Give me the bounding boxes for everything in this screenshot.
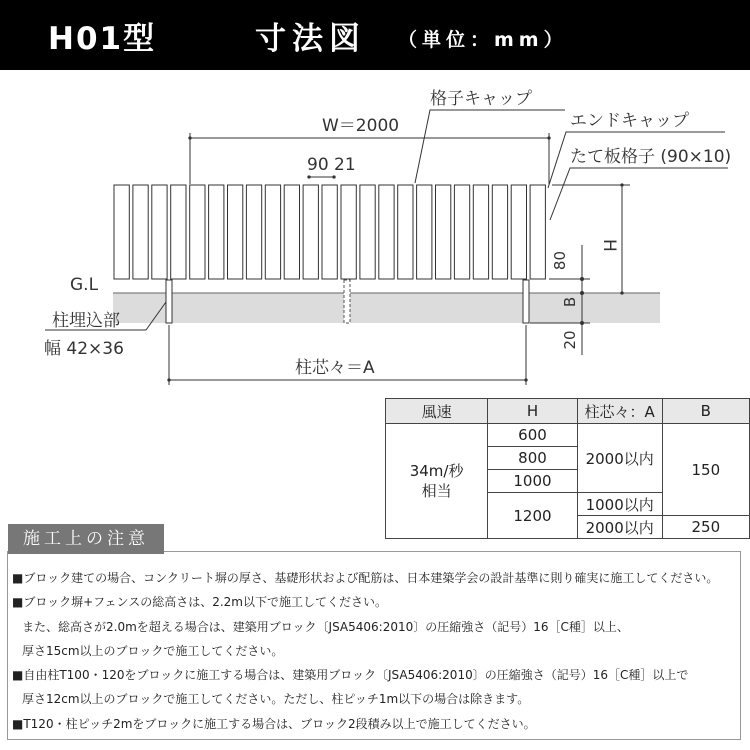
fence-slat [436,185,451,279]
b-cell: 150 [662,424,749,516]
notes-header: 施工上の注意 [8,524,164,554]
note-line: 厚さ15cm以上のブロックで施工してください。 [22,643,284,658]
b-cell: 250 [662,516,749,539]
fence-slat [190,185,205,279]
model-name: H01型 [48,21,157,57]
post-center-dashed [344,280,350,323]
width-label: W＝2000 [322,116,400,136]
a-cell: 2000以内 [577,424,662,493]
fence-slat [303,185,318,279]
buried-width-label: 幅 42×36 [44,339,124,359]
slat-dims-label: 90 21 [307,155,356,175]
fence-slat [246,185,261,279]
header-h: H [488,399,578,424]
fence-dimension-diagram [0,70,750,400]
fence-slat [492,185,507,279]
fence-slats [114,185,545,279]
fence-slat [114,185,129,279]
post-left [166,280,172,323]
ground-line-label: G.L [70,275,99,295]
fence-slat [341,185,356,279]
fence-slat [473,185,488,279]
page-title: 寸法図 [255,21,366,57]
below-label: 20 [561,330,579,350]
fence-slat [417,185,432,279]
note-line: ■自由柱T100・120をブロックに施工する場合は、建築用ブロック〔JSA5406:2010〕の圧縮強さ（記号）16［C種］以上で [12,668,689,683]
end-cap-label: エンドキャップ [570,111,689,131]
h-cell: 600 [488,424,578,447]
post-right [523,280,529,323]
fence-slat [209,185,224,279]
h-cell: 800 [488,447,578,470]
vertical-lattice-label: たて板格子 (90×10) [570,147,732,167]
a-cell: 2000以内 [577,516,662,539]
post-pitch-label: 柱芯々＝A [295,358,375,378]
fence-slat [398,185,413,279]
b-label: B [561,296,579,308]
fence-slat [152,185,167,279]
height-label: H [599,239,619,252]
buried-part-label: 柱埋込部 [52,311,120,331]
note-line: ■ブロック建ての場合、コンクリート塀の厚さ、基礎形状および配筋は、日本建築学会の設計基準に則り確実に施工してください。 [12,571,719,585]
spec-table [385,398,750,539]
fence-slat [133,185,148,279]
fence-slat [454,185,469,279]
header-b: B [662,399,749,424]
header-a: 柱芯々：A [577,399,662,424]
fence-slat [322,185,337,279]
unit-label: （単位：mm） [398,29,568,51]
header-wind: 風速 [386,399,488,424]
wind-cell: 34m/秒 相当 [386,424,488,539]
a-cell: 1000以内 [577,493,662,516]
fence-slat [530,185,545,279]
note-line: また、総高さが2.0mを超える場合は、建築用ブロック〔JSA5406:2010〕の圧縮強さ（記号）16［C種］以上、 [22,619,629,634]
h-cell: 1200 [488,493,578,539]
fence-slat [379,185,394,279]
fence-slat [171,185,186,279]
note-line: 厚さ12cm以上のブロックで施工してください。ただし、柱ピッチ1m以下の場合は除きます。 [22,692,530,707]
notes-list [12,566,742,736]
above-ground-label: 80 [551,251,569,271]
title-bar [0,0,750,70]
fence-slat [511,185,526,279]
h-cell: 1000 [488,470,578,493]
fence-slat [228,185,243,279]
lattice-cap-label: 格子キャップ [430,89,532,109]
fence-slat [360,185,375,279]
note-line: ■T120・柱ピッチ2mをブロックに施工する場合は、ブロック2段積み以上で施工してください。 [12,716,536,731]
note-line: ■ブロック塀+フェンスの総高さは、2.2m以下で施工してください。 [12,595,387,610]
fence-slat [284,185,299,279]
fence-slat [265,185,280,279]
